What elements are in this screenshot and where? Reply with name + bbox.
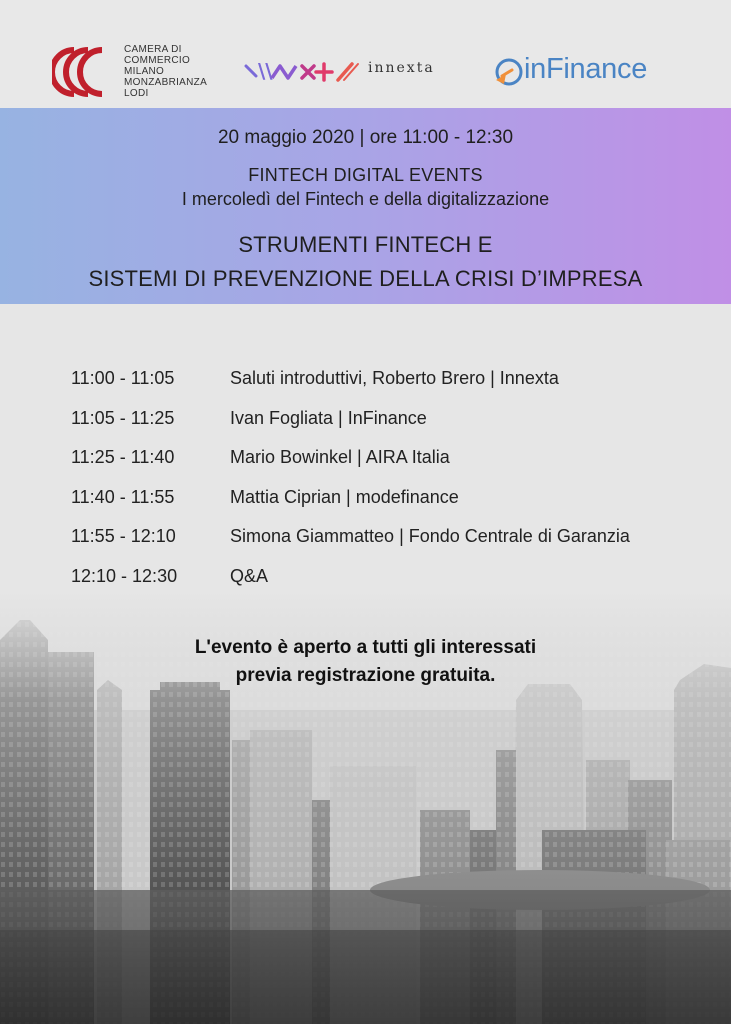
- agenda-description: Ivan Fogliata | InFinance: [230, 407, 427, 428]
- agenda-time: 12:10 - 12:30: [71, 565, 178, 586]
- agenda-item: [71, 408, 711, 448]
- agenda-item: [71, 368, 711, 408]
- agenda-time: 11:25 - 11:40: [71, 447, 175, 468]
- svg-text:\\: \\: [258, 59, 273, 83]
- agenda-item: [71, 526, 711, 566]
- agenda-list: [71, 368, 711, 606]
- registration-notice-line: L'evento è aperto a tutti gli interessati: [194, 637, 537, 658]
- logo-bar: [0, 0, 731, 108]
- event-title-line: SISTEMI DI PREVENZIONE DELLA CRISI D’IMPRESA: [88, 266, 643, 291]
- event-date: 20 maggio 2020 | ore 11:00 - 12:30: [217, 127, 514, 148]
- agenda-description: Mattia Ciprian | modefinance: [230, 486, 459, 507]
- agenda-time: 11:05 - 11:25: [71, 407, 175, 428]
- events-series-title: FINTECH DIGITAL EVENTS: [248, 165, 483, 185]
- infinance-logo-icon: [492, 56, 524, 88]
- events-series-subtitle: I mercoledì del Fintech e della digitalizzazione: [181, 189, 550, 209]
- agenda-item: [71, 487, 711, 527]
- camera-line: MONZABRIANZA: [124, 77, 208, 88]
- registration-notice-line: previa registrazione gratuita.: [235, 665, 496, 686]
- camera-line: COMMERCIO: [124, 55, 191, 66]
- agenda-item: [71, 566, 711, 606]
- innexta-wordmark: innexta: [368, 60, 435, 76]
- agenda-description: Simona Giammatteo | Fondo Centrale di Garanzia: [230, 526, 630, 547]
- camera-line: CAMERA DI: [124, 44, 182, 55]
- agenda-item: [71, 447, 711, 487]
- event-title-line: STRUMENTI FINTECH E: [238, 232, 493, 257]
- camera-line: LODI: [124, 88, 149, 99]
- innexta-logo-mark: [244, 56, 362, 86]
- agenda-description: Mario Bowinkel | AIRA Italia: [230, 447, 450, 468]
- infinance-wordmark: inFinance: [524, 53, 648, 85]
- registration-notice: [0, 634, 731, 690]
- agenda-time: 11:40 - 11:55: [71, 486, 175, 507]
- agenda-time: 11:00 - 11:05: [71, 368, 175, 388]
- camera-commercio-logo: [52, 44, 114, 100]
- agenda-description: Q&A: [230, 565, 269, 586]
- camera-commercio-name: [124, 44, 207, 99]
- event-title: [0, 228, 731, 296]
- agenda-time: 11:55 - 12:10: [71, 526, 176, 547]
- agenda-description: Saluti introduttivi, Roberto Brero | Innexta: [230, 368, 559, 388]
- camera-line: MILANO: [124, 66, 165, 77]
- event-banner: [0, 108, 731, 304]
